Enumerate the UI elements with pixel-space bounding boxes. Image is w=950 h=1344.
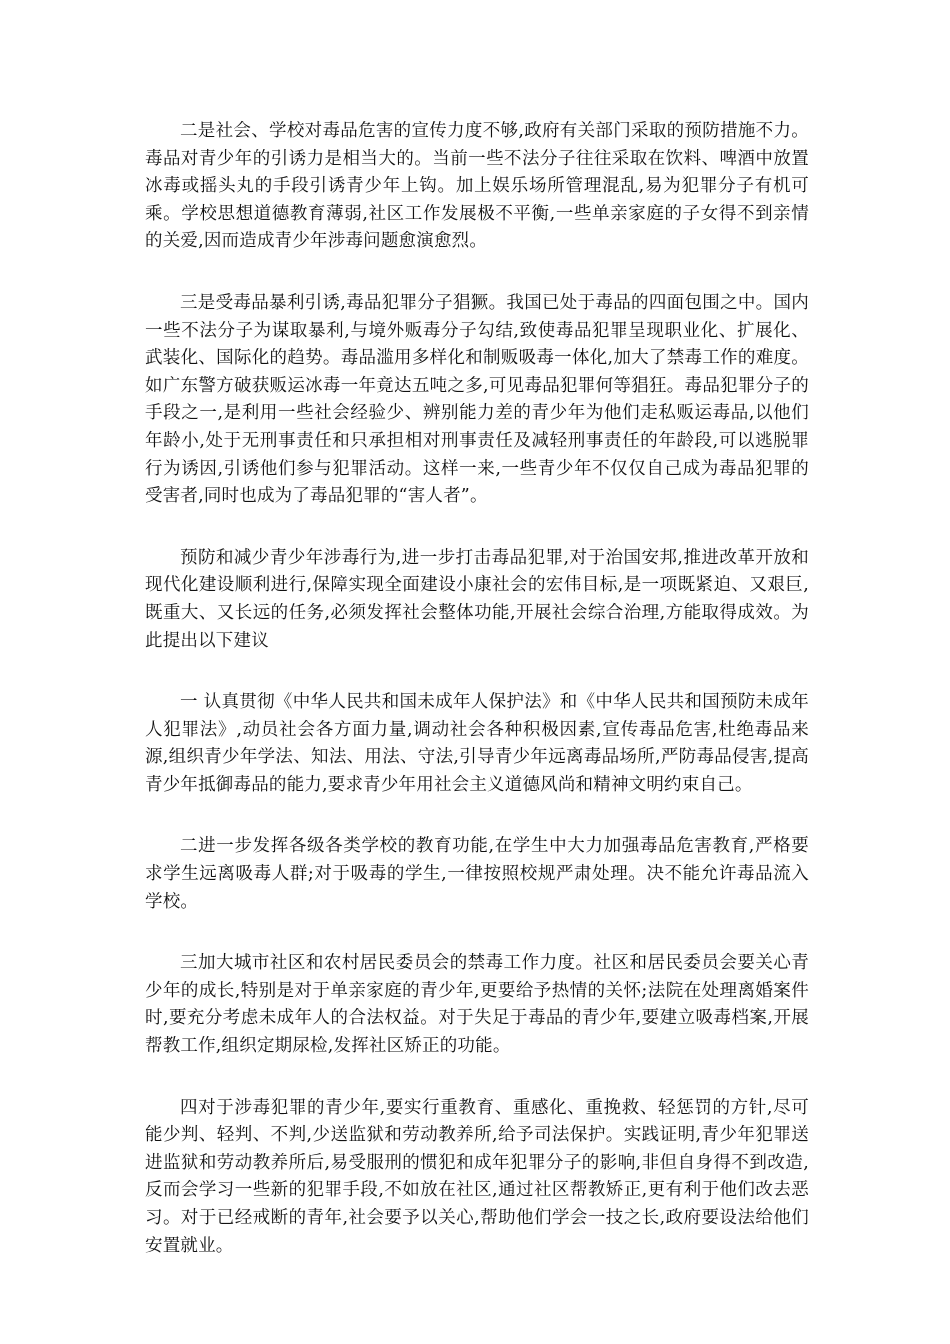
paragraph-suggestion-4: 四对于涉毒犯罪的青少年,要实行重教育、重感化、重挽救、轻惩罚的方针,尽可能少判、轻判、不判,少送监狱和劳动教养所,给予司法保护。实践证明,青少年犯罪送进监狱和劳动教养所后,易受服刑的惯犯和成年犯罪分子的影响,非但自身得不到改造,反而会学习一些新的犯罪手段,不如放在社区,通过社区帮教矫正,更有利于他们改去恶习。对于已经戒断的青年,社会要予以关心,帮助他们学会一技之长,政府要设法给他们安置就业。: [145, 1097, 809, 1256]
document-page: [145, 118, 809, 1294]
paragraph-suggestion-3: 三加大城市社区和农村居民委员会的禁毒工作力度。社区和居民委员会要关心青少年的成长,特别是对于单亲家庭的青少年,更要给予热情的关怀;法院在处理离婚案件时,要充分考虑未成年人的合法权益。对于失足于毒品的青少年,要建立吸毒档案,开展帮教工作,组织定期尿检,发挥社区矫正的功能。: [145, 953, 809, 1057]
paragraph-suggestion-2: 二进一步发挥各级各类学校的教育功能,在学生中大力加强毒品危害教育,严格要求学生远离吸毒人群;对于吸毒的学生,一律按照校规严肃处理。决不能允许毒品流入学校。: [145, 836, 809, 912]
paragraph-drug-profits: 三是受毒品暴利引诱,毒品犯罪分子猖獗。我国已处于毒品的四面包围之中。国内一些不法分子为谋取暴利,与境外贩毒分子勾结,致使毒品犯罪呈现职业化、扩展化、武装化、国际化的趋势。毒品滥用多样化和制贩吸毒一体化,加大了禁毒工作的难度。如广东警方破获贩运冰毒一年竟达五吨之多,可见毒品犯罪何等猖狂。毒品犯罪分子的手段之一,是利用一些社会经验少、辨别能力差的青少年为他们走私贩运毒品,以他们年龄小,处于无刑事责任和只承担相对刑事责任及减轻刑事责任的年龄段,可以逃脱罪行为诱因,引诱他们参与犯罪活动。这样一来,一些青少年不仅仅自己成为毒品犯罪的受害者,同时也成为了毒品犯罪的“害人者”。: [145, 292, 809, 507]
paragraph-prevention-intro: 预防和减少青少年涉毒行为,进一步打击毒品犯罪,对于治国安邦,推进改革开放和现代化建设顺利进行,保障实现全面建设小康社会的宏伟目标,是一项既紧迫、又艰巨,既重大、又长远的任务,必须发挥社会整体功能,开展社会综合治理,方能取得成效。为此提出以下建议: [145, 547, 809, 651]
paragraph-suggestion-1: 一 认真贯彻《中华人民共和国未成年人保护法》和《中华人民共和国预防未成年人犯罪法》,动员社会各方面力量,调动社会各种积极因素,宣传毒品危害,杜绝毒品来源,组织青少年学法、知法、用法、守法,引导青少年远离毒品场所,严防毒品侵害,提高青少年抵御毒品的能力,要求青少年用社会主义道德风尚和精神文明约束自己。: [145, 692, 809, 795]
paragraph-publicity: 二是社会、学校对毒品危害的宣传力度不够,政府有关部门采取的预防措施不力。毒品对青少年的引诱力是相当大的。当前一些不法分子往往采取在饮料、啤酒中放置冰毒或摇头丸的手段引诱青少年上钩。加上娱乐场所管理混乱,易为犯罪分子有机可乘。学校思想道德教育薄弱,社区工作发展极不平衡,一些单亲家庭的子女得不到亲情的关爱,因而造成青少年涉毒问题愈演愈烈。: [145, 121, 809, 252]
